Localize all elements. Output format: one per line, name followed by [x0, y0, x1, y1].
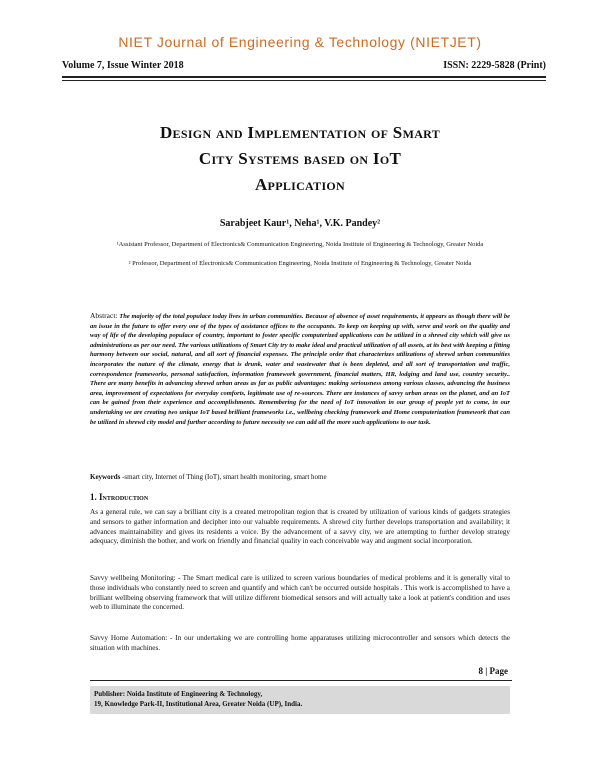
- footer-rule: [90, 680, 512, 681]
- paper-title-line-1: Design and Implementation of Smart: [159, 123, 441, 142]
- author-list: Sarabjeet Kaur¹, Neha¹, V.K. Pandey²: [219, 218, 381, 229]
- page-number: 8 | Page: [478, 666, 508, 676]
- publisher-line-2: 19, Knowledge Park-II, Institutional Area, Greater Noida (UP), India.: [94, 700, 303, 708]
- body-paragraph: As a general rule, we can say a brilliant city is a created metropolitan region that is created by utilization of various kinds of gadgets strategies and sensors to gather information and decipher into our valuable requirements. A shrewd city further develops transportation and availability; it advances maintainability and gives its residents a voice. By the advancement of a savvy city, we are attempting to further develop strategy adequacy, diminish the bother, and work on friendly and financial quality in each conceivable way and augment social incorporation.: [90, 508, 510, 546]
- body-paragraph: Savvy Home Automation: - In our undertaking we are controlling home apparatuses utilizing microcontroller and sensors which detects the situation with machines.: [90, 634, 510, 652]
- header-rule-thin: [62, 80, 546, 81]
- paper-title-line-2: City Systems based on IoT: [198, 149, 402, 168]
- paper-title: [60, 120, 540, 198]
- publisher-box: [90, 686, 510, 714]
- journal-title: NIET Journal of Engineering & Technology (NIETJET): [118, 34, 482, 50]
- issue-info: Volume 7, Issue Winter 2018: [62, 60, 184, 71]
- keywords: [90, 472, 510, 482]
- paper-title-line-3: Application: [254, 175, 346, 194]
- body-paragraph: Savvy wellbeing Monitoring: - The Smart medical care is utilized to screen various boundaries of medical problems and it is generally vital to those individuals who constantly need to screen and quantify and which can't be occurred outside hospitals . This work is accomplished to have a brilliant wellbeing observing framework that will utilize different biomedical sensors and will actually take a look at patient's condition and uses web to illuminate the concerned.: [90, 574, 510, 612]
- section-heading-introduction: 1. Introduction: [90, 492, 149, 502]
- issue-bar: [62, 60, 546, 73]
- affiliation-1: ¹Assistant Professor, Department of Electronics& Communication Engineering, Noida Institute of Engineering & Technology, Greater Noida: [116, 241, 484, 248]
- abstract-label: Abstract:: [90, 311, 118, 320]
- keywords-text: -smart city, Internet of Thing (IoT), smart health monitoring, smart home: [120, 473, 327, 481]
- header-rule-thick: [62, 76, 546, 78]
- abstract-text: The majority of the total populace today lives in urban communities. Because of absence of asset requirements, it appears as though there will be an issue in the future to offer every one of the types of assistance offices to the occupants. To keep on keeping up with, serve and work on the quality and way of life of the developing populace of country, important to foster specific computerized applications can be utilized in a shrewd city which will give us administrations as per our need. The various utilizations of Smart City try to make ideal and practical utilization of all assets, at its best with keeping a fitting harmony between our social, natural, and all sort of financial expenses. The principle order that characterizes utilizations of shrewd urban communities incorporates the nature of the climate, energy that is drunk, water and wastewater that is been depleted, and all sort of transportation and traffic, correspondence frameworks, personal satisfaction, information framework government, financial matters, HR, lodging and land use, country security.. There are many benefits in advancing shrewd urban areas as far as public advantages: making seriousness among various classes, advancing the business area, improvement of expectations for everyday comforts, legitimate use of re-sources. There are instances of savvy urban areas on the planet, and an IoT can be gained from their experience and accomplishments. Remembering for the need of IoT innovation in our group of people yet to come, in our undertaking we are creating two unique IoT based brilliant frameworks i.e., wellbeing checking framework and Home computerization framework that can be utilized in shrewd city model and further according to future necessity we can add all the more such applications to our task.: [90, 313, 511, 426]
- issn-info: ISSN: 2229-5828 (Print): [443, 60, 546, 71]
- abstract: [90, 311, 510, 427]
- affiliation-2: ² Professor, Department of Electronics& Communication Engineering, Noida Institute of Engineering & Technology, Greater Noida: [128, 260, 472, 267]
- keywords-label: Keywords: [90, 473, 121, 481]
- publisher-line-1: Publisher: Noida Institute of Engineering & Technology,: [94, 690, 263, 698]
